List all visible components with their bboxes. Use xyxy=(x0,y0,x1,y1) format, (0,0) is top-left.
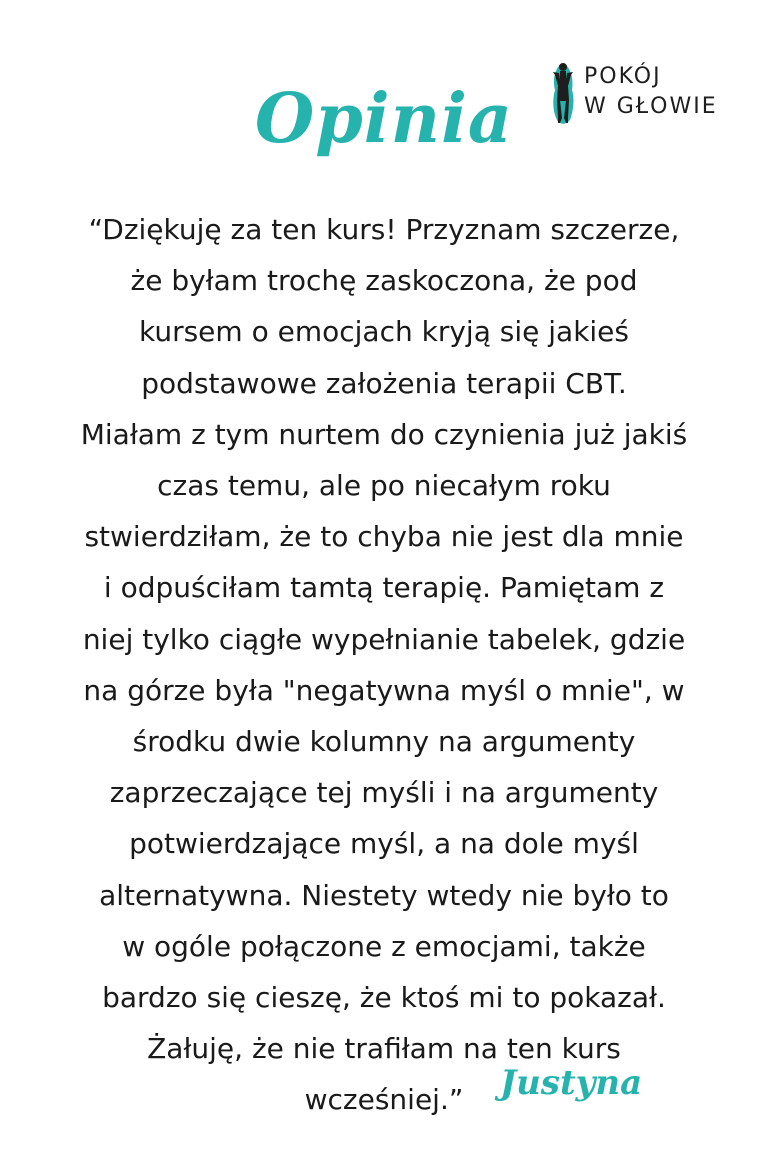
quote-line: Żałuję, że nie trafiłam na ten kurs xyxy=(147,1032,621,1066)
quote-line: że byłam trochę zaskoczona, że pod xyxy=(130,264,638,298)
quote-line: alternatywna. Niestety wtedy nie było to xyxy=(99,878,669,912)
quote-line: i odpuściłam tamtą terapię. Pamiętam z xyxy=(103,571,665,605)
testimonial-quote xyxy=(30,204,738,1126)
quote-line: czas temu, ale po niecałym roku xyxy=(157,469,611,503)
quote-line: bardzo się cieszę, że ktoś mi to pokazał. xyxy=(102,981,666,1015)
quote-line: “Dziękuję za ten kurs! Przyznam szczerze, xyxy=(88,213,680,246)
quote-line: środku dwie kolumny na argumenty xyxy=(132,725,636,759)
quote-line: podstawowe założenia terapii CBT. xyxy=(141,366,627,400)
quote-line: niej tylko ciągłe wypełnianie tabelek, gdzie xyxy=(82,622,686,656)
quote-line: wcześniej.” xyxy=(304,1083,464,1117)
quote-line: potwierdzające myśl, a na dole myśl xyxy=(129,827,639,861)
brand-logo xyxy=(548,60,738,126)
quote-line: zaprzeczające tej myśli i na argumenty xyxy=(109,776,659,810)
quote-line: na górze była "negatywna myśl o mnie", w xyxy=(83,673,685,707)
logo-line-2: W GŁOWIE xyxy=(584,94,718,119)
quote-line: Miałam z tym nurtem do czynienia już jakiś xyxy=(80,417,688,451)
logo-line-1: POKÓJ xyxy=(584,64,662,89)
quote-line: w ogóle połączone z emocjami, także xyxy=(122,929,646,963)
logo-text xyxy=(584,62,718,122)
signature-name: Justyna xyxy=(500,1063,643,1103)
page-title: Opinia xyxy=(255,79,513,159)
quote-line: kursem o emocjach kryją się jakieś xyxy=(138,315,629,349)
quote-line: stwierdziłam, że to chyba nie jest dla mnie xyxy=(84,520,684,554)
figure-silhouette-icon xyxy=(548,60,578,126)
